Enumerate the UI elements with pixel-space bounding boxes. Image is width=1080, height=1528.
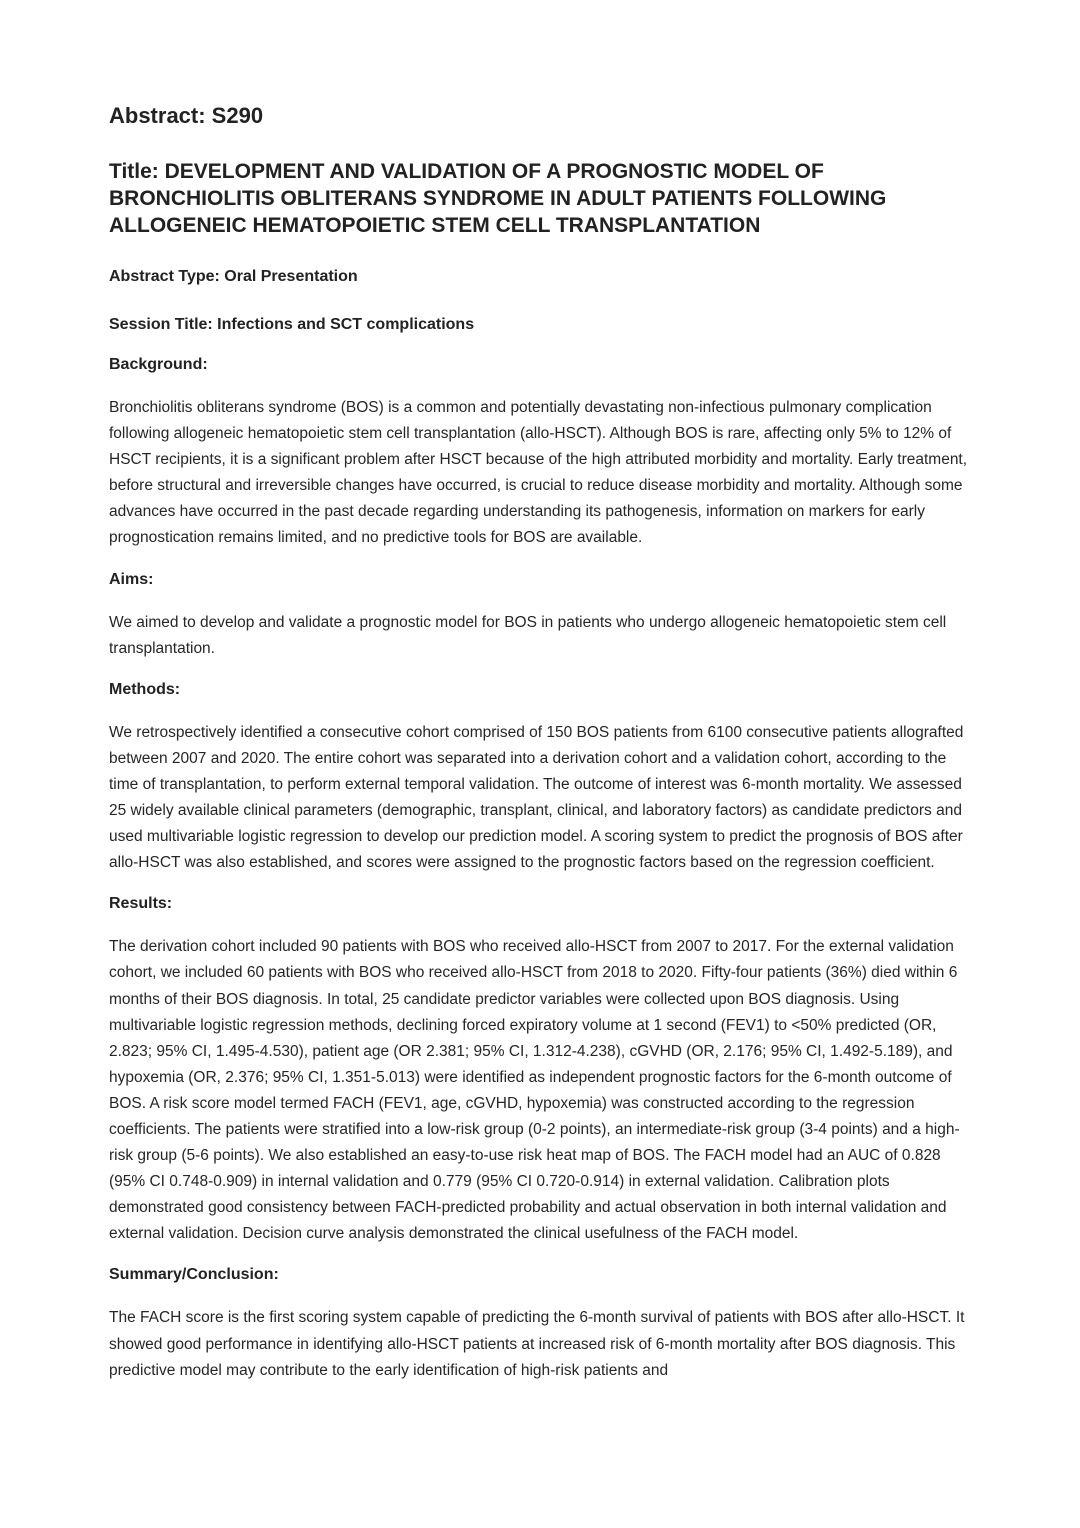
abstract-type: Abstract Type: Oral Presentation	[109, 268, 358, 285]
results-heading: Results:	[109, 895, 173, 913]
background-heading: Background:	[109, 356, 208, 373]
session-title: Session Title: Infections and SCT complications	[109, 316, 475, 333]
aims-text: We aimed to develop and validate a prognostic model for BOS in patients who undergo allogeneic hematopoietic stem cell transplantation.	[109, 613, 947, 657]
abstract-title: Title: DEVELOPMENT AND VALIDATION OF A PROGNOSTIC MODEL OF BRONCHIOLITIS OBLITERANS SYNDROME IN ADULT PATIENTS FOLLOWING ALLOGENEIC HEMATOPOIETIC STEM CELL TRANSPLANTATION	[109, 160, 887, 237]
methods-heading: Methods:	[109, 680, 181, 698]
conclusion-heading: Summary/Conclusion:	[109, 1266, 279, 1284]
abstract-id: Abstract: S290	[109, 103, 264, 128]
methods-text: We retrospectively identified a consecutive cohort comprised of 150 BOS patients from 6100 consecutive patients allografted between 2007 and 2020. The entire cohort was separated into a derivation cohort and a validation cohort, according to the time of transplantation, to perform external temporal validation. The outcome of interest was 6-month mortality. We assessed 25 widely available clinical parameters (demographic, transplant, clinical, and laboratory factors) as candidate predictors and used multivariable logistic regression to develop our prediction model. A scoring system to predict the prognosis of BOS after allo-HSCT was also established, and scores were assigned to the prognostic factors based on the regression coefficient.	[109, 723, 964, 872]
conclusion-text: The FACH score is the first scoring system capable of predicting the 6-month survival of patients with BOS after allo-HSCT. It showed good performance in identifying allo-HSCT patients at increased risk of 6-month mortality after BOS diagnosis. This predictive model may contribute to the early identification of high-risk patients and	[109, 1309, 965, 1379]
results-text: The derivation cohort included 90 patients with BOS who received allo-HSCT from 2007 to 2017. For the external validation cohort, we included 60 patients with BOS who received allo-HSCT from 2018 to 2020. Fifty-four patients (36%) died within 6 months of their BOS diagnosis. In total, 25 candidate predictor variables were collected upon BOS diagnosis. Using multivariable logistic regression methods, declining forced expiratory volume at 1 second (FEV1) to <50% predicted (OR, 2.823; 95% CI, 1.495-4.530), patient age (OR 2.381; 95% CI, 1.312-4.238), cGVHD (OR, 2.176; 95% CI, 1.492-5.189), and hypoxemia (OR, 2.376; 95% CI, 1.351-5.013) were identified as independent prognostic factors for the 6-month outcome of BOS. A risk score model termed FACH (FEV1, age, cGVHD, hypoxemia) was constructed according to the regression coefficients. The patients were stratified into a low-risk group (0-2 points), an intermediate-risk group (3-4 points) and a high-risk group (5-6 points). We also established an easy-to-use risk heat map of BOS. The FACH model had an AUC of 0.828 (95% CI 0.748-0.909) in internal validation and 0.779 (95% CI 0.720-0.914) in external validation. Calibration plots demonstrated good consistency between FACH-predicted probability and actual observation in both internal validation and external validation. Decision curve analysis demonstrated the clinical usefulness of the FACH model.	[109, 938, 960, 1243]
abstract-page	[109, 100, 975, 1400]
background-text: Bronchiolitis obliterans syndrome (BOS) is a common and potentially devastating non-infectious pulmonary complication following allogeneic hematopoietic stem cell transplantation (allo-HSCT). Although BOS is rare, affecting only 5% to 12% of HSCT recipients, it is a significant problem after HSCT because of the high attributed morbidity and mortality. Early treatment, before structural and irreversible changes have occurred, is crucial to reduce disease morbidity and mortality. Although some advances have occurred in the past decade regarding understanding its pathogenesis, information on markers for early prognostication remains limited, and no predictive tools for BOS are available.	[109, 399, 968, 547]
aims-heading: Aims:	[109, 570, 154, 588]
